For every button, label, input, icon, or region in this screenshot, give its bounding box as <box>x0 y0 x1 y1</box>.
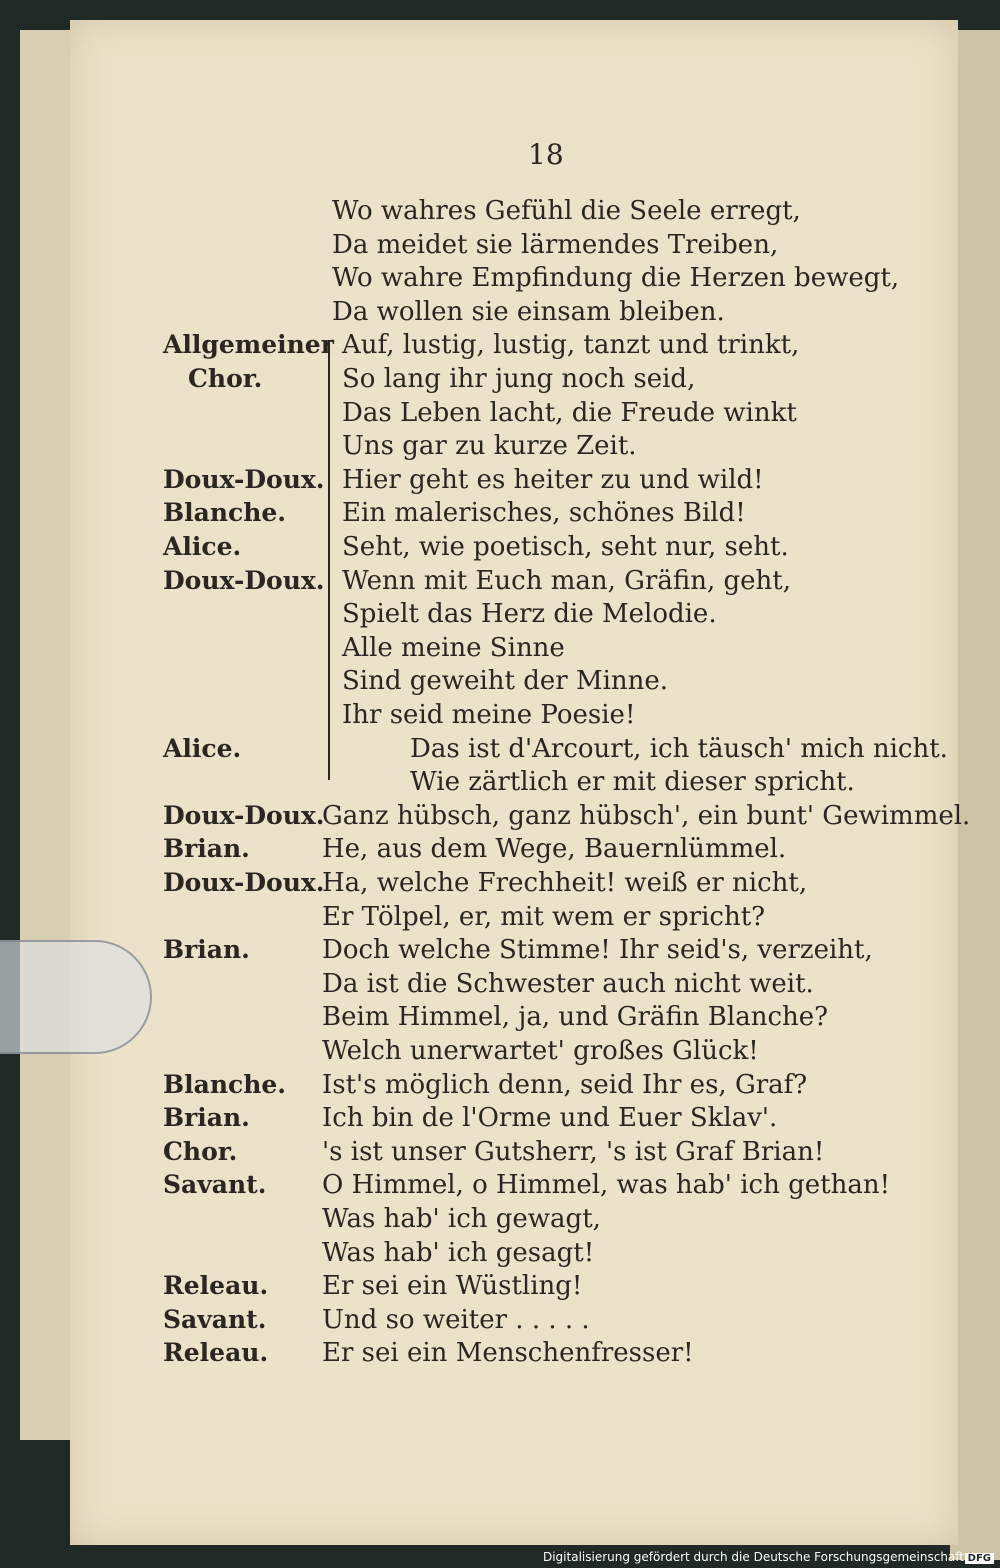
speaker-label: Doux-Doux. <box>163 464 325 494</box>
speaker-label: Doux-Doux. <box>163 565 325 595</box>
verse-line: Ein malerisches, schönes Bild! <box>342 498 746 529</box>
speaker-label: Doux-Doux. <box>163 800 325 830</box>
speaker-label: Blanche. <box>163 498 287 528</box>
verse-line: Auf, lustig, lustig, tanzt und trinkt, <box>342 330 800 361</box>
speaker-label: Savant. <box>163 1170 267 1200</box>
speaker-label: Releau. <box>163 1338 269 1368</box>
verse-line: Wo wahre Empfindung die Herzen bewegt, <box>332 263 900 294</box>
page-clip <box>0 940 152 1054</box>
verse-line: Ist's möglich denn, seid Ihr es, Graf? <box>322 1069 808 1100</box>
speaker-label: Brian. <box>163 834 250 864</box>
verse-line: Ha, welche Frechheit! weiß er nicht, <box>322 868 808 898</box>
speaker-label: Blanche. <box>163 1069 287 1099</box>
speaker-label: Alice. <box>163 733 242 763</box>
verse-line: Wenn mit Euch man, Gräfin, geht, <box>342 565 791 596</box>
dfg-logo: DFG <box>965 1553 994 1564</box>
verse-line: Er Tölpel, er, mit wem er spricht? <box>322 901 766 932</box>
speaker-label: Alice. <box>163 532 242 561</box>
verse-line: Das ist d'Arcourt, ich täusch' mich nicht. <box>410 733 948 764</box>
verse-line: Da meidet sie lärmendes Treiben, <box>332 229 779 260</box>
verse-line: Ihr seid meine Poesie! <box>342 700 636 730</box>
verse-line: O Himmel, o Himmel, was hab' ich gethan! <box>322 1170 891 1201</box>
verse-line: Hier geht es heiter zu und wild! <box>342 464 764 495</box>
speaker-label: Chor. <box>188 364 263 393</box>
verse-line: Uns gar zu kurze Zeit. <box>342 431 637 462</box>
verse-line: Wo wahres Gefühl die Seele erregt, <box>332 196 801 226</box>
speaker-label: Chor. <box>163 1136 238 1166</box>
speaker-label: Brian. <box>163 1103 250 1133</box>
verse-line: Beim Himmel, ja, und Gräfin Blanche? <box>322 1002 829 1033</box>
verse-line: Er sei ein Menschenfresser! <box>322 1338 694 1369</box>
verse-line: Doch welche Stimme! Ihr seid's, verzeiht, <box>322 935 873 966</box>
verse-line: Alle meine Sinne <box>342 632 565 663</box>
speaker-label: Doux-Doux. <box>163 868 325 897</box>
verse-line: He, aus dem Wege, Bauernlümmel. <box>322 834 787 865</box>
verse-line: So lang ihr jung noch seid, <box>342 364 696 394</box>
verse-line: Ganz hübsch, ganz hübsch', ein bunt' Gewimmel. <box>322 800 971 831</box>
speaker-label: Releau. <box>163 1271 269 1301</box>
verse-line: Was hab' ich gesagt! <box>322 1237 595 1268</box>
funding-note: Digitalisierung gefördert durch die Deutsche Forschungsgemeinschaft <box>542 1550 964 1564</box>
verse-line: Was hab' ich gewagt, <box>322 1204 601 1234</box>
verse-line: Ich bin de l'Orme und Euer Sklav'. <box>322 1103 778 1134</box>
verse-line: Das Leben lacht, die Freude winkt <box>342 397 797 428</box>
speaker-label: Allgemeiner <box>163 330 334 360</box>
verse-line: Er sei ein Wüstling! <box>322 1271 583 1302</box>
verse-line: Da ist die Schwester auch nicht weit. <box>322 968 814 999</box>
verse-line: Sind geweiht der Minne. <box>342 666 669 697</box>
verse-line: Welch unerwartet' großes Glück! <box>322 1036 759 1066</box>
verse-line: Und so weiter . . . . . <box>322 1304 590 1335</box>
verse-line: Da wollen sie einsam bleiben. <box>332 296 725 327</box>
verse-line: Wie zärtlich er mit dieser spricht. <box>410 767 855 798</box>
chorus-brace <box>328 340 336 780</box>
speaker-label: Savant. <box>163 1304 267 1334</box>
page-number: 18 <box>528 138 564 171</box>
verse-line: Spielt das Herz die Melodie. <box>342 599 717 630</box>
verse-line: 's ist unser Gutsherr, 's ist Graf Brian! <box>322 1136 825 1167</box>
verse-line: Seht, wie poetisch, seht nur, seht. <box>342 532 789 562</box>
speaker-label: Brian. <box>163 935 250 965</box>
